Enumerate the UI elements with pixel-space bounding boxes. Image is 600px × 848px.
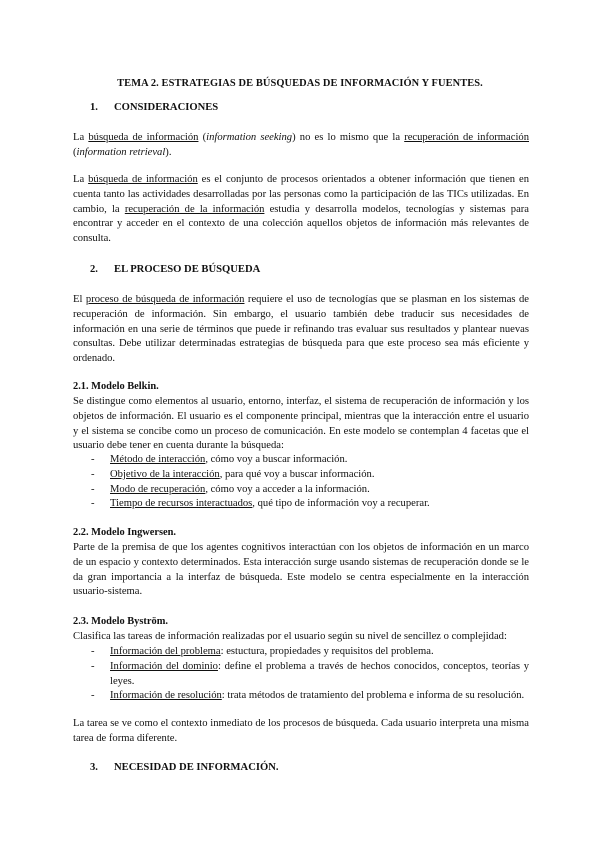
underlined-term: proceso de búsqueda de información [85, 294, 245, 305]
section-heading-text: EL PROCESO DE BÚSQUEDA [114, 264, 261, 275]
list-item [73, 645, 529, 660]
list-item [73, 468, 529, 483]
text-run: : trata métodos de tratamiento del problema e informa de su resolución. [221, 690, 525, 702]
paragraph-definitions [73, 173, 529, 247]
belkin-facets-list [73, 453, 529, 512]
text-run: , para qué voy a buscar información. [219, 468, 375, 480]
bystrom-tasks-list [73, 645, 529, 704]
text-run: La [73, 174, 89, 185]
italic-term: information seeking [206, 132, 293, 143]
text-run: ) no es lo mismo que la [292, 132, 405, 143]
underlined-term: Método de interacción [110, 454, 206, 465]
section-heading-3 [90, 762, 279, 773]
text-run: es el conjunto de procesos orientados a obtener información que tienen en cuenta tanto las actividades desarrolladas por las personas como la participación de las TICs utilizadas. En cambio, la [73, 174, 529, 215]
text-run: estudia y desarrolla modelos, tecnologías y sistemas para encontrar y acceder en el contexto de una colección aquellos objetos de información más relevantes de consulta. [73, 203, 530, 245]
section-heading-2 [90, 264, 260, 275]
paragraph-bystrom-closing: La tarea se ve como el contexto inmediato de los procesos de búsqueda. Cada usuario interpreta una misma tarea de forma diferente. [73, 718, 529, 744]
underlined-term: recuperación de información [404, 132, 529, 143]
paragraph-bystrom: Clasifica las tareas de información realizadas por el usuario según su nivel de sencillez o complejidad: [73, 631, 507, 642]
text-run: La [73, 132, 89, 143]
section-number: 1. [90, 102, 98, 113]
list-item [73, 660, 529, 690]
underlined-term: recuperación de la información [124, 203, 265, 215]
subsection-heading-belkin: 2.1. Modelo Belkin. [73, 381, 159, 392]
list-item [73, 453, 529, 468]
text-run: El [73, 294, 86, 305]
italic-term: information retrieval [76, 146, 166, 158]
section-heading-text: CONSIDERACIONES [114, 102, 219, 113]
text-run: requiere el uso de tecnologías que se plasman en los sistemas de recuperación de información. Sin embargo, el usuario también debe traducir sus necesidades de información en una serie de términos que puede ir refinando tras evaluar sus resultados y plantear nuevas consultas. Debe utilizar determinadas estrategias de búsqueda para que este proceso sea más eficiente y ordenado. [73, 294, 529, 365]
underlined-term: Información de resolución [110, 690, 222, 702]
paragraph-process [73, 293, 529, 367]
subsection-heading-bystrom: 2.3. Modelo Byström. [73, 616, 168, 627]
text-run: ( [73, 146, 77, 158]
list-item [73, 689, 529, 704]
text-run: ( [198, 132, 207, 143]
underlined-term: búsqueda de información [88, 132, 199, 143]
paragraph-belkin: Se distingue como elementos al usuario, entorno, interfaz, el sistema de recuperación de información y los objetos de información. El usuario es el componente principal, mientras que la interacción entre el usuario y el sistema se concibe como un proceso de comunicación. En este modelo se contemplan 4 facetas que el usuario debe tener en cuenta durante la búsqueda: [73, 396, 529, 452]
paragraph-intro [73, 131, 529, 161]
text-run: , cómo voy a acceder a la información. [205, 483, 370, 495]
underlined-term: Objetivo de la interacción [110, 468, 220, 480]
text-run: ). [165, 146, 172, 158]
underlined-term: Modo de recuperación [110, 483, 206, 495]
underlined-term: Información del dominio [110, 660, 218, 672]
paragraph-ingwersen: Parte de la premisa de que los agentes cognitivos interactúan con los objetos de información en un marco de un espacio y contexto determinados. Esta interacción surge usando sistemas de recuperación donde se le da gran importancia a la interfaz de búsqueda. Este modelo se centra especialmente en la interacción usuario-sistema. [73, 542, 529, 598]
underlined-term: búsqueda de información [88, 174, 198, 185]
section-heading-text: NECESIDAD DE INFORMACIÓN. [114, 762, 279, 773]
document-title: TEMA 2. ESTRATEGIAS DE BÚSQUEDAS DE INFORMACIÓN Y FUENTES. [117, 78, 483, 89]
section-number: 3. [90, 762, 98, 773]
text-run: : estuctura, propiedades y requisitos del problema. [220, 646, 434, 657]
section-number: 2. [90, 264, 98, 275]
subsection-heading-ingwersen: 2.2. Modelo Ingwersen. [73, 527, 177, 538]
section-heading-1 [90, 102, 218, 113]
text-run: : define el problema a través de hechos conocidos, conceptos, teorías y leyes. [110, 660, 529, 687]
text-run: , cómo voy a buscar información. [205, 454, 348, 465]
underlined-term: Información del problema [110, 646, 221, 657]
list-item [73, 483, 529, 498]
underlined-term: Tiempo de recursos interactuados [110, 498, 253, 510]
list-item [73, 497, 529, 512]
text-run: , qué tipo de información voy a recuperar. [252, 498, 430, 510]
